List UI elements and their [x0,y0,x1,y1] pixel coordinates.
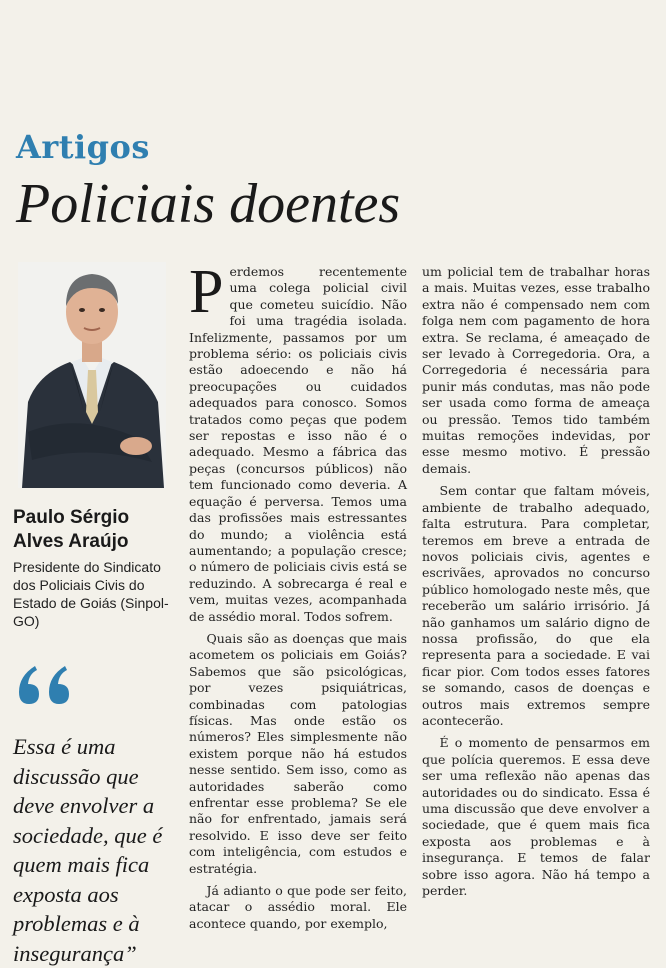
paragraph-text: erdemos recentemente uma colega policial civil que cometeu suicídio. Não foi uma tragédia isolada. Infelizmente, passamos por um problema sério: os policiais civis estão adoecendo e não há preocupações ou cuidados adequados para conosco. Somos tratados como peças que podem ser repostas e isso não é o adequado. Mesmo a fábrica das peças (concursos públicos) não tem funcionado como deveria. A equação é perversa. Temos uma das profissões mais estressantes do mundo; a violência está aumentando; a população cresce; o número de policiais civis está se reduzindo. A sobrecarga é real e vem, muitas vezes, acompanhada de assédio moral. Todos sofrem. [189,264,407,624]
drop-cap: P [189,258,224,326]
article-paragraph: Já adianto o que pode ser feito, atacar o assédio moral. Ele acontece quando, por exemplo, [189,883,407,931]
article-column-2 [422,264,650,899]
article-paragraph: É o momento de pensarmos em que polícia queremos. E essa deve ser uma reflexão não apenas das autoridades ou do sindicato. Essa é uma discussão que deve envolver a sociedade, que é quem mais fica exposta aos problemas e à insegurança. E temos de falar sobre isso agora. Não há tempo a perder. [422,735,650,899]
article-column-1 [189,258,407,932]
article-paragraph: Quais são as doenças que mais acometem os policiais em Goiás? Sabemos que são psicológicas, por vezes psiquiátricas, combinadas com patologias físicas. Mas onde estão os números? Eles simplesmente não existem porque não há estudos nesse sentido. Sem isso, como as autoridades saberão como enfrentar esse problema? Se ele não for enfrentado, jamais será resolvido. E isso deve ser feito com inteligência, com estudos e estratégia. [189,630,407,876]
article-paragraph: um policial tem de trabalhar horas a mais. Muitas vezes, esse trabalho extra não é compensado nem com folga nem com pagamento de hora extra. Se reclama, é ameaçado de ser levado à Corregedoria. Ora, a Corregedoria é necessária para punir más condutas, mas não pode ser usada como forma de ameaça ou pressão. Temos tido também muitas remoções indevidas, por esse mesmo motivo. É pressão demais. [422,264,650,476]
article-paragraph [189,258,407,625]
author-photo-illustration [18,262,166,488]
author-role: Presidente do Sindicato dos Policiais Civis do Estado de Goiás (Sinpol-GO) [13,559,169,629]
pull-quote: Essa é uma discussão que deve envolver a sociedade, que é quem mais fica exposta aos problemas e à insegurança” [13,734,163,966]
article-headline: Policiais doentes [16,173,401,235]
author-portrait-icon [18,262,166,488]
author-name: Paulo Sérgio Alves Araújo [13,507,130,552]
article-paragraph: Sem contar que faltam móveis, ambiente de trabalho adequado, falta estrutura. Para completar, teremos em breve a entrada de novos policiais civis, agentes e escrivães, aprovados no concurso público homologado neste mês, que receberão um salário irrisório. Já não ganhamos um salário digno de nossa profissão, do que ela representa para a sociedade. E vai ficar pior. Com todos esses fatores se somando, casos de doenças e outros mais extremos sempre acontecerão. [422,483,650,728]
quote-mark-icon [13,662,73,716]
section-label: Artigos [16,128,150,166]
